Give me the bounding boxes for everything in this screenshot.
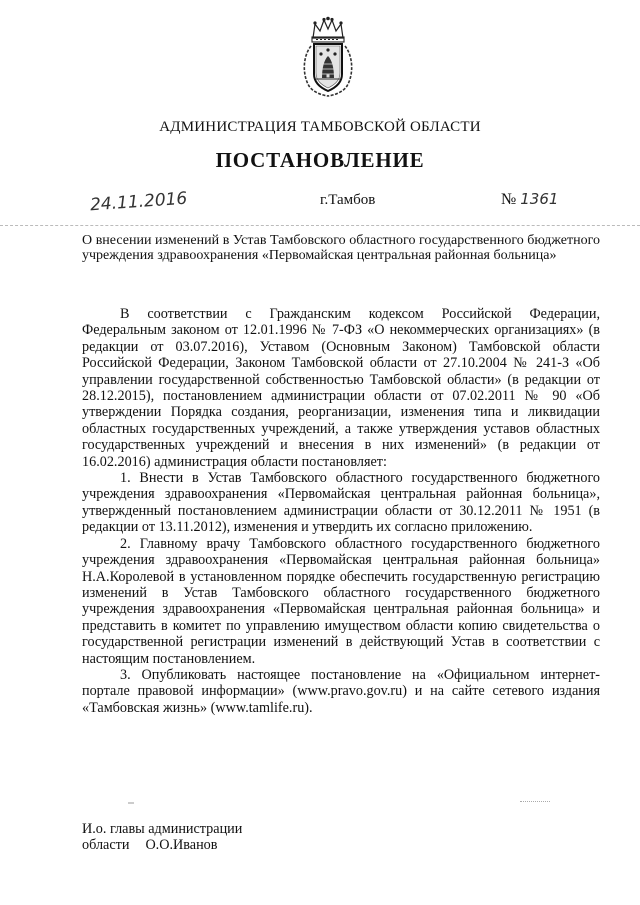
document-date: 24.11.2016 (89, 188, 188, 216)
signature-block (82, 822, 242, 853)
document-city: г.Тамбов (320, 192, 376, 208)
signatory-position-line2: области (82, 836, 130, 853)
item-2-paragraph: 2. Главному врачу Тамбовского областного государственного бюджетного учреждения здравоохранения «Первомайская центральная районная больница» Н.А.Королевой в установленном порядке обеспечить государственную регистрацию изменений в Устав Тамбовского областного государственного бюджетного учреждения здравоохранения «Первомайская центральная районная больница» и представить в комитет по управлению имуществом области копию свидетельства о государственной регистрации изменений в действующий Устав в соответствии с настоящим постановлением. (82, 535, 600, 667)
document-body (82, 306, 600, 716)
signatory-position-line1: И.о. главы администрации (82, 821, 243, 837)
item-3-paragraph: 3. Опубликовать настоящее постановление на «Официальном интернет-портале правовой информации» (www.pravo.gov.ru) и на сайте сетевого издания «Тамбовская жизнь» (www.tamlife.ru). (82, 666, 600, 716)
tambov-coat-of-arms-emblem (299, 16, 357, 98)
number-label: № (501, 191, 517, 208)
scan-mark (128, 802, 134, 804)
scan-mark (520, 801, 550, 802)
document-title: ПОСТАНОВЛЕНИЕ (215, 148, 425, 172)
document-subject: О внесении изменений в Устав Тамбовского областного государственного бюджетного учреждения здравоохранения «Первомайская центральная районная больница» (82, 233, 600, 263)
preamble-paragraph: В соответствии с Гражданским кодексом Российской Федерации, Федеральным законом от 12.01.1996 № 7-ФЗ «О некоммерческих организациях» (в редакции от 03.07.2016), Уставом (Основным Законом) Тамбовской области Российской Федерации, Законом Тамбовской области от 27.10.2004 № 241-З «Об управлении государственной собственностью Тамбовской области» (в редакции от 28.12.2015), постановлением администрации области от 07.02.2011 № 90 «Об утверждении Порядка создания, реорганизации, изменения типа и ликвидации областных государственных учреждений, а также утверждения уставов областных государственных учреждений и внесения в них изменений» (в редакции от 16.02.2016) администрация области постановляет: (82, 306, 600, 470)
item-1-paragraph: 1. Внести в Устав Тамбовского областного государственного бюджетного учреждения здравоохранения «Первомайская центральная районная больница», утвержденный постановлением администрации области от 30.12.2011 № 1951 (в редакции от 13.11.2012), изменения и утвердить их согласно приложению. (82, 470, 600, 536)
organization-name: АДМИНИСТРАЦИЯ ТАМБОВСКОЙ ОБЛАСТИ (159, 119, 481, 135)
document-number: 1361 (520, 190, 559, 208)
header-divider (0, 225, 640, 226)
document-number-block (501, 190, 558, 209)
signatory-name: О.О.Иванов (145, 836, 218, 853)
